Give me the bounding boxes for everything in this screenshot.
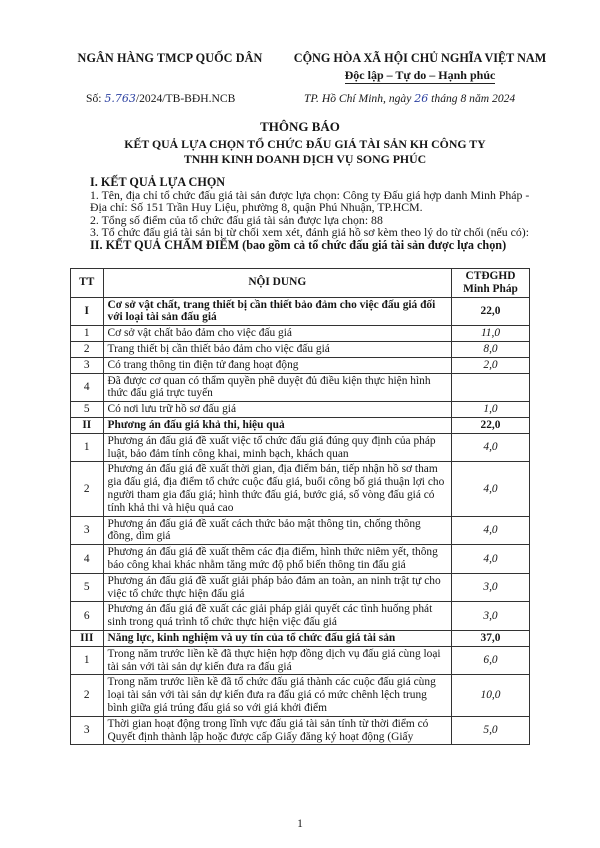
row-content: Cơ sở vật chất, trang thiết bị cần thiết bảo đảm cho việc đấu giá đối với loại tài sản đấu giá [103,297,451,326]
row-content: Thời gian hoạt động trong lĩnh vực đấu giá tài sản tính từ thời điểm có Quyết định thành lập hoặc được cấp Giấy đăng ký hoạt động (Giấy [103,716,451,745]
section-1-line: 3. Tổ chức đấu giá tài sản bị từ chối xem xét, đánh giá hồ sơ kèm theo lý do từ chối (nếu có): [90,225,529,240]
row-score: 3,0 [452,573,530,602]
table-row [71,326,530,342]
table-row [71,357,530,373]
score-table [70,268,530,745]
table-row [71,545,530,574]
row-score: 1,0 [452,402,530,418]
row-content: Năng lực, kinh nghiệm và uy tín của tổ chức đấu giá tài sản [103,630,451,646]
row-content: Phương án đấu giá đề xuất việc tổ chức đấu giá đúng quy định của pháp luật, bảo đảm tính công khai, minh bạch, khách quan [103,433,451,462]
table-row [71,602,530,631]
row-score: 11,0 [452,326,530,342]
table-row [71,433,530,462]
table-row [71,373,530,402]
row-number: 2 [71,675,104,716]
national-heading [272,51,568,83]
row-score: 2,0 [452,357,530,373]
row-score: 22,0 [452,417,530,433]
row-number: 6 [71,602,104,631]
row-number: 2 [71,341,104,357]
row-content: Phương án đấu giá đề xuất các giải pháp giải quyết các tình huống phát sinh trong quá trình tổ chức thực hiện việc đấu giá [103,602,451,631]
row-content: Phương án đấu giá đề xuất thêm các địa điểm, hình thức niêm yết, thông báo công khai khác nhằm tăng mức độ phổ biến thông tin đấu giá [103,545,451,574]
row-score [452,373,530,402]
section-1-line: 1. Tên, địa chỉ tổ chức đấu giá tài sản được lựa chọn: Công ty Đấu giá hợp danh Minh Pháp - [90,187,530,202]
table-row [71,462,530,516]
document-subtitle: KẾT QUẢ LỰA CHỌN TỔ CHỨC ĐẤU GIÁ TÀI SẢN KH CÔNG TY TNHH KINH DOANH DỊCH VỤ SONG PHÚC [124,137,486,166]
score-table-body [71,297,530,745]
page-number: 1 [297,818,303,830]
row-score: 8,0 [452,341,530,357]
row-score: 10,0 [452,675,530,716]
row-score: 22,0 [452,297,530,326]
row-content: Trong năm trước liền kề đã tổ chức đấu giá thành các cuộc đấu giá cùng loại tài sản với tài sản dự kiến đưa ra đấu giá có mức chênh lệch trung bình giữa giá trúng đấu giá so với giá khởi điểm [103,675,451,716]
col-header-content: NỘI DUNG [103,269,451,298]
row-score: 6,0 [452,646,530,675]
row-number: I [71,297,104,326]
row-score: 4,0 [452,545,530,574]
table-section-row [71,417,530,433]
issuer-block [60,51,280,66]
table-row [71,573,530,602]
row-number: 4 [71,373,104,402]
row-number: III [71,630,104,646]
row-content: Cơ sở vật chất bảo đảm cho việc đấu giá [103,326,451,342]
document-body [90,176,560,252]
row-number: 1 [71,326,104,342]
row-content: Trong năm trước liền kề đã thực hiện hợp đồng dịch vụ đấu giá cùng loại tài sản với tài sản dự kiến đưa ra đấu giá [103,646,451,675]
table-row [71,402,530,418]
row-number: 1 [71,646,104,675]
row-content: Có trang thông tin điện tử đang hoạt động [103,357,451,373]
row-content: Trang thiết bị cần thiết bảo đảm cho việc đấu giá [103,341,451,357]
document-title: THÔNG BÁO [260,119,340,134]
row-number: 2 [71,462,104,516]
table-row [71,646,530,675]
row-number: 1 [71,433,104,462]
col-header-score: CTĐGHD Minh Pháp [452,269,530,298]
nation-name: CỘNG HÒA XÃ HỘI CHỦ NGHĨA VIỆT NAM [293,51,547,65]
table-row [71,341,530,357]
handwritten-number: 5.763 [104,92,136,105]
row-number: 5 [71,573,104,602]
issue-date: TP. Hồ Chí Minh, ngày 26 tháng 8 năm 2024 [304,92,516,105]
table-header-row [71,269,530,298]
row-content: Phương án đấu giá đề xuất thời gian, địa điểm bán, tiếp nhận hồ sơ tham gia đấu giá, địa điểm tổ chức cuộc đấu giá, buổi công bố giá thuận lợi cho người tham gia đấu giá; hình thức đấu giá, bước giá, số vòng đấu giá có tính khả thi và hiệu quả cao [103,462,451,516]
col-header-tt: TT [71,269,104,298]
row-score: 4,0 [452,462,530,516]
table-section-row [71,630,530,646]
row-content: Đã được cơ quan có thẩm quyền phê duyệt đủ điều kiện thực hiện hình thức đấu giá trực tuyến [103,373,451,402]
row-number: 3 [71,357,104,373]
row-number: 3 [71,716,104,745]
document-number: Số: 5.763/2024/TB-BĐH.NCB [86,92,236,105]
row-score: 5,0 [452,716,530,745]
row-content: Có nơi lưu trữ hồ sơ đấu giá [103,402,451,418]
table-section-row [71,297,530,326]
row-number: 3 [71,516,104,545]
section-1-line: Địa chỉ: Số 151 Trần Huy Liệu, phường 8, quận Phú Nhuận, TP.HCM. [90,200,423,215]
issuer-name: NGÂN HÀNG TMCP QUỐC DÂN [77,51,263,65]
national-motto: Độc lập – Tự do – Hạnh phúc [344,68,496,82]
row-score: 4,0 [452,516,530,545]
row-number: II [71,417,104,433]
section-1-line: 2. Tổng số điểm của tổ chức đấu giá tài sản được lựa chọn: 88 [90,212,383,227]
row-score: 3,0 [452,602,530,631]
table-row [71,716,530,745]
section-1-heading: I. KẾT QUẢ LỰA CHỌN [90,175,226,189]
table-row [71,675,530,716]
row-score: 37,0 [452,630,530,646]
row-number: 5 [71,402,104,418]
row-content: Phương án đấu giá đề xuất giải pháp bảo đảm an toàn, an ninh trật tự cho việc tổ chức thực hiện đấu giá [103,573,451,602]
row-number: 4 [71,545,104,574]
section-2-note: (bao gồm cả tổ chức đấu giá tài sản được lựa chọn) [242,237,507,252]
row-score: 4,0 [452,433,530,462]
row-content: Phương án đấu giá khả thi, hiệu quả [103,417,451,433]
section-2-heading: II. KẾT QUẢ CHẤM ĐIỂM (bao gồm cả tổ chức đấu giá tài sản được lựa chọn) [90,237,507,252]
handwritten-day: 26 [414,92,429,105]
row-content: Phương án đấu giá đề xuất cách thức bảo mật thông tin, chống thông đồng, dìm giá [103,516,451,545]
table-row [71,516,530,545]
